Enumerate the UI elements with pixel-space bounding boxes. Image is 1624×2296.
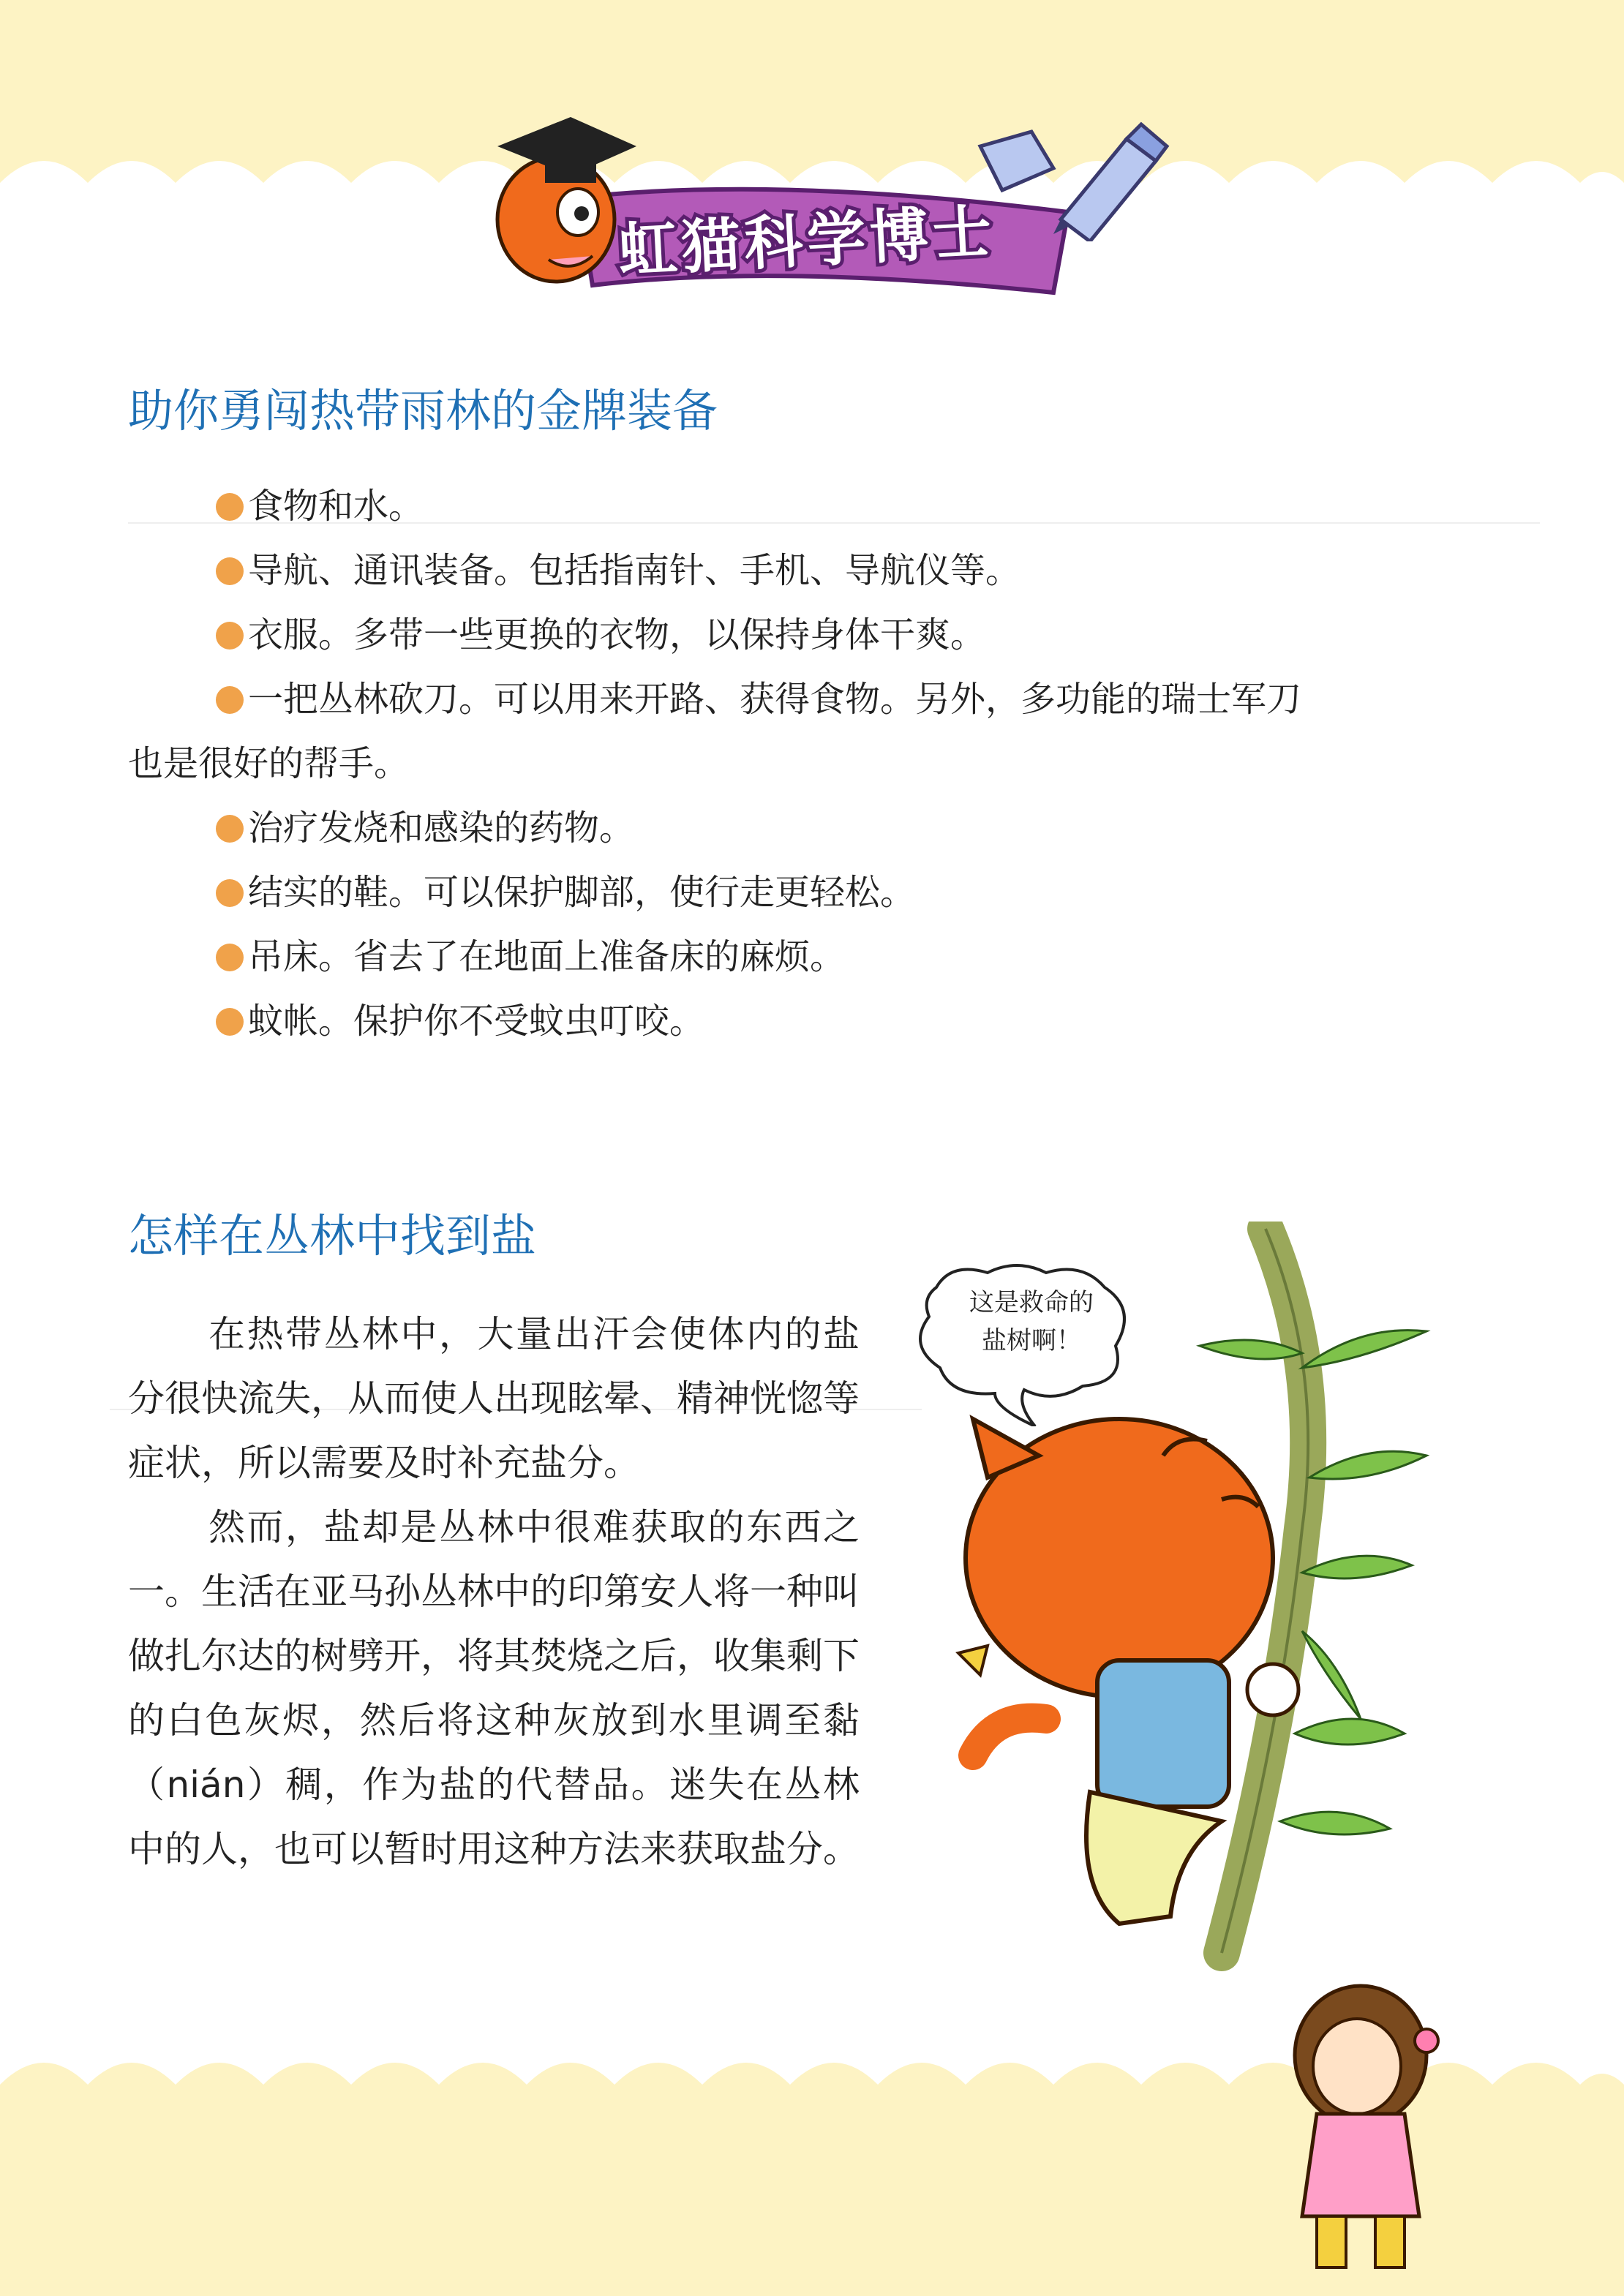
bullet-dot-icon xyxy=(216,879,244,907)
bullet-dot-icon xyxy=(216,557,244,585)
bullet-dot-icon xyxy=(216,493,244,521)
pencil-icon xyxy=(1039,117,1170,241)
bullet-dot-icon xyxy=(216,686,244,714)
section-heading-equipment: 助你勇闯热带雨林的金牌装备 xyxy=(128,384,718,437)
list-item: 食物和水。 xyxy=(128,474,1489,538)
banner-title: 虹猫科学博士 xyxy=(617,197,998,285)
list-item: 蚊帐。保护你不受蚊虫叮咬。 xyxy=(128,989,1489,1053)
bullet-dot-icon xyxy=(216,1008,244,1036)
paragraph-salt-intro: 在热带丛林中，大量出汗会使体内的盐分很快流失，从而使人出现眩晕、精神恍惚等症状，所以需要及时补充盐分。 xyxy=(128,1313,860,1484)
bullet-dot-icon xyxy=(216,622,244,650)
equipment-list xyxy=(128,474,1489,1053)
climbing-cat-character xyxy=(929,1412,1309,1938)
speech-bubble-text: 这是救命的 盐树啊！ xyxy=(969,1288,1094,1355)
list-item: 吊床。省去了在地面上准备床的麻烦。 xyxy=(128,925,1489,989)
paragraph-salt-method: 然而，盐却是丛林中很难获取的东西之一。生活在亚马孙丛林中的印第安人将一种叫做扎尔达的树劈开，将其焚烧之后，收集剩下的白色灰烬，然后将这种灰放到水里调至黏（nián）稠，作为盐的代替品。迷失在丛林中的人，也可以暂时用这种方法来获取盐分。 xyxy=(128,1506,860,1870)
girl-character xyxy=(1266,1975,1456,2282)
list-item: 衣服。多带一些更换的衣物，以保持身体干爽。 xyxy=(128,603,1489,667)
list-item: 治疗发烧和感染的药物。 xyxy=(128,796,1489,860)
list-item: 结实的鞋。可以保护脚部，使行走更轻松。 xyxy=(128,860,1489,925)
bullet-dot-icon xyxy=(216,815,244,843)
list-item: 一把丛林砍刀。可以用来开路、获得食物。另外，多功能的瑞士军刀 xyxy=(128,667,1489,731)
section-heading-salt: 怎样在丛林中找到盐 xyxy=(128,1209,537,1262)
bullet-dot-icon xyxy=(216,944,244,971)
list-item-continuation: 也是很好的帮手。 xyxy=(128,743,410,784)
graduation-cat-mascot xyxy=(468,102,644,293)
list-item: 导航、通讯装备。包括指南针、手机、导航仪等。 xyxy=(128,538,1489,603)
